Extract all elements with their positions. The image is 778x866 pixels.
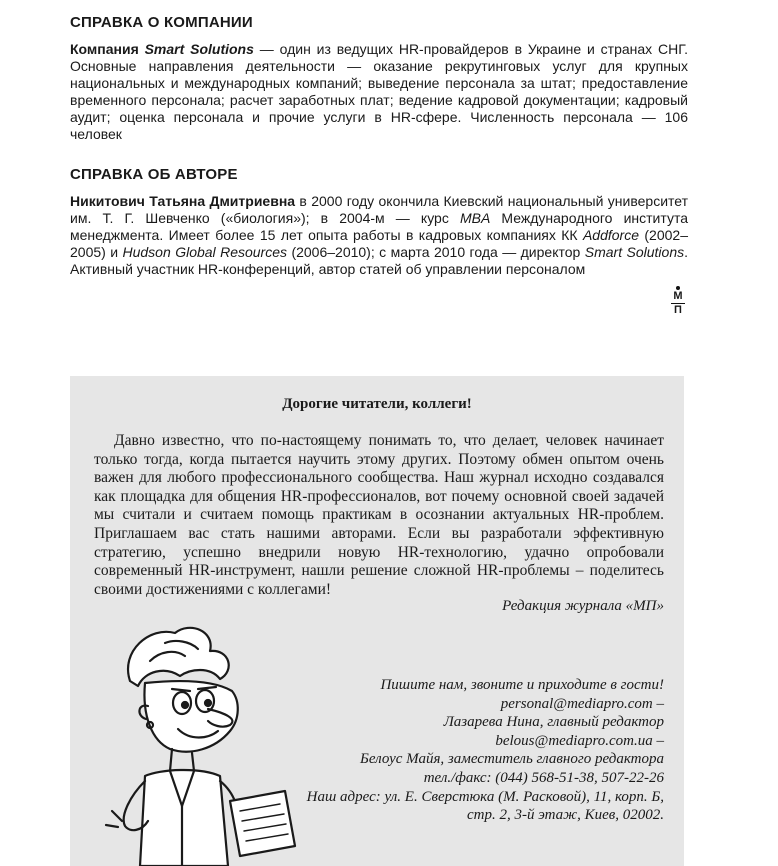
mp-logo [671,286,685,316]
letter-signature: Редакция журнала «МП» [502,598,664,614]
author-paragraph: Никитович Татьяна Дмитриевна в 2000 году окончила Киевский национальный университет им. Т. Г. Шевченко («биология»); в 2004-м — курс MBA Международного института менеджмента. Имеет более 15 лет опыта работы в кадровых компаниях КК Addforce (2002–2005) и Hudson Global Resources (2006–2010); с марта 2010 года — директор Smart Solutions. Активный участник HR-конференций, автор статей об управлении персоналом [70,193,689,277]
company-section [70,14,688,143]
company-lead: Компания [70,41,145,57]
contact-phone: тел./факс: (044) 568-51-38, 507-22-26 [423,769,664,786]
letter-title: Дорогие читатели, коллеги! [282,396,472,412]
contacts-block [307,676,664,825]
contact-address: стр. 2, 3-й этаж, Киев, 02002. [467,807,664,824]
letter-body: Давно известно, что по-настоящему понимать то, что делает, человек начинает только тогда, когда пытается научить этому других. Поэтому обмен опытом очень важен для любого профессионального сообщества. Наш журнал исходно создавался как площадка для общения HR-профессионалов, вот почему основной своей задачей мы считали и считаем помощь практикам в осознании актуальных HR-проблем. Приглашаем вас стать нашими авторами. Если вы разработали эффективную стратегию, успешно внедрили новую HR-технологию, удачно опробовали современный HR-инструмент, нашли решение сложной HR-проблемы – поделитесь своими достижениями с коллегами! [94,432,664,598]
company-paragraph [70,41,688,143]
mp-logo-top: М [673,290,683,302]
contact-line: Лазарева Нина, главный редактор [443,714,664,731]
editorial-box [70,376,684,866]
mp-logo-bottom: П [674,304,682,316]
contact-line: Белоус Майя, заместитель главного редактора [360,751,664,768]
author-heading: СПРАВКА ОБ АВТОРЕ [70,166,238,183]
cartoon-woman-illustration [90,621,300,866]
contact-email-2[interactable]: belous@mediapro.com.ua – [495,732,664,749]
company-name: Smart Solutions [144,41,254,57]
company-text: — один из ведущих HR-провайдеров в Украине и странах СНГ. Основные направления деятельности — оказание рекрутинговых услуг для крупных национальных и международных компаний; выведение персонала за штат; предоставление временного персонала; расчет заработных плат; ведение кадровой документации; кадровый аудит; оценка персонала и прочие услуги в HR-сфере. Численность персонала — 106 человек [70,41,688,142]
author-section [70,166,688,278]
contact-line: Пишите нам, звоните и приходите в гости! [380,677,664,693]
contact-email-1[interactable]: personal@mediapro.com – [500,695,664,712]
author-name: Никитович Татьяна Дмитриевна [70,193,296,209]
company-heading: СПРАВКА О КОМПАНИИ [70,14,253,31]
contact-address: Наш адрес: ул. Е. Сверстюка (М. Расковой), 11, корп. Б, [306,788,664,805]
